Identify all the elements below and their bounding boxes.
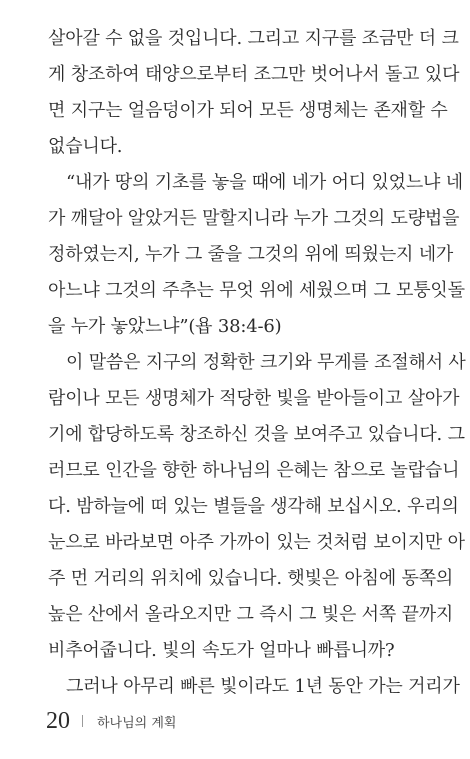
text-line: 러므로 인간을 향한 하나님의 은혜는 참으로 놀랍습니 [48,460,460,481]
text-line: 없습니다. [48,136,123,157]
page-number: 20 [46,707,70,734]
text-line: 정하였는지, 누가 그 줄을 그것의 위에 띄웠는지 네가 [48,244,454,265]
footer-divider [82,715,83,727]
text-line: 살아갈 수 없을 것입니다. 그리고 지구를 조금만 더 크 [48,28,459,49]
page-footer [46,706,176,736]
running-title: 하나님의 계획 [97,715,177,731]
text-line: 을 누가 놓았느냐”(욥 38:4-6) [48,316,282,337]
text-line: 기에 합당하도록 창조하신 것을 보여주고 있습니다. 그 [48,424,465,445]
text-line: 비추어줍니다. 빛의 속도가 얼마나 빠릅니까? [48,640,395,661]
text-line: 높은 산에서 올라오지만 그 즉시 그 빛은 서쪽 끝까지 [48,604,454,625]
text-line: 눈으로 바라보면 아주 가까이 있는 것처럼 보이지만 아 [48,532,465,553]
text-line: 람이나 모든 생명체가 적당한 빛을 받아들이고 살아가 [48,388,460,409]
text-line: 가 깨달아 알았거든 말할지니라 누가 그것의 도량법을 [48,208,460,229]
text-line: 그러나 아무리 빠른 빛이라도 1년 동안 가는 거리가 [66,676,460,697]
text-line: “내가 땅의 기초를 놓을 때에 네가 어디 있었느냐 네 [66,172,463,193]
text-line: 이 말씀은 지구의 정확한 크기와 무게를 조절해서 사 [66,352,466,373]
text-line: 게 창조하여 태양으로부터 조그만 벗어나서 돌고 있다 [48,64,460,85]
text-line: 면 지구는 얼음덩이가 되어 모든 생명체는 존재할 수 [48,100,448,121]
text-line: 아느냐 그것의 주추는 무엇 위에 세웠으며 그 모퉁잇돌 [48,280,465,301]
text-line: 주 먼 거리의 위치에 있습니다. 햇빛은 아침에 동쪽의 [48,568,454,589]
text-line: 다. 밤하늘에 떠 있는 별들을 생각해 보십시오. 우리의 [48,496,459,517]
